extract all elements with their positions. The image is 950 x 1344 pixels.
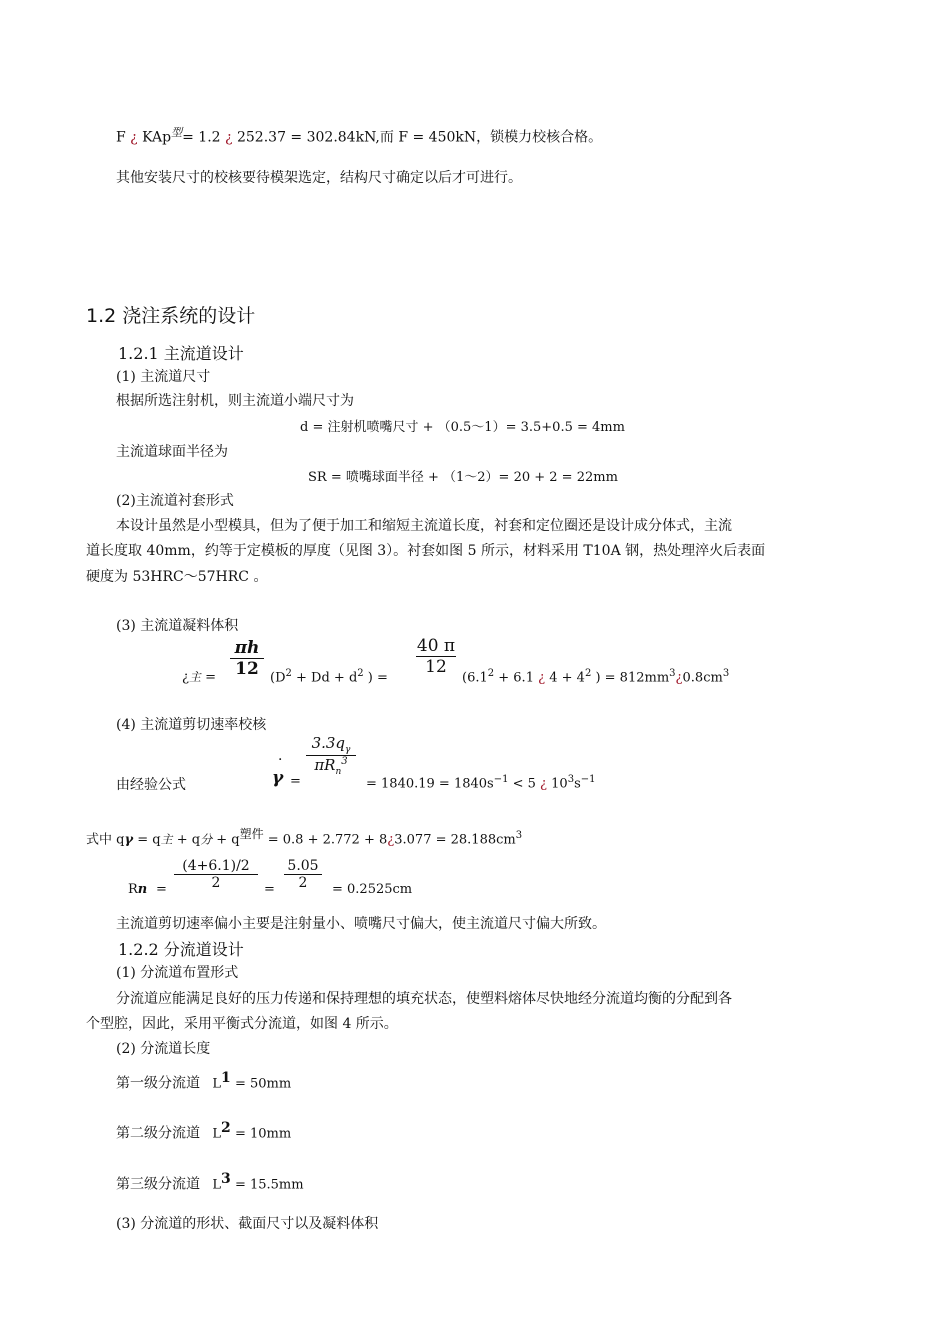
superscript: 3 (722, 668, 730, 679)
L-symbol: L (212, 1126, 222, 1142)
L-symbol: L (212, 1076, 222, 1092)
gamma-symbol: γ (272, 768, 284, 788)
text: 10 (551, 776, 568, 792)
branch-level-3 (116, 1171, 304, 1193)
garbled-glyph: ¿ (225, 129, 233, 146)
sub-sujian: 塑件 (239, 827, 264, 841)
fraction-shear (306, 734, 356, 777)
branch-level-1 (116, 1070, 291, 1092)
subscript-xing: 型 (171, 126, 183, 139)
fraction-rn-2 (284, 858, 322, 891)
text: 0.8cm (682, 670, 723, 686)
garbled-glyph: ¿ (538, 670, 546, 686)
paragraph-bushing-line1: 本设计虽然是小型模具，但为了便于加工和缩短主流道长度，衬套和定位圈还是设计成分体式，主流 (116, 518, 732, 534)
value: = 10mm (234, 1126, 292, 1142)
text: ) = (367, 670, 388, 686)
text: + q (176, 832, 201, 848)
superscript: 3 (567, 774, 575, 785)
text: + q (216, 832, 240, 848)
paragraph-branch-line1: 分流道应能满足良好的压力传递和保持理想的填充状态，使塑料熔体尽快地经分流道均衡的分配到各 (116, 991, 732, 1007)
superscript: −1 (493, 774, 509, 785)
empirical-formula-label: 由经验公式 (116, 777, 186, 793)
paragraph-bushing-line2: 道长度取 40mm，约等于定模板的厚度（见图 3）。衬套如图 5 所示，材料采用 T10A 钢，热处理淬火后表面 (86, 543, 766, 559)
where-line (86, 825, 522, 847)
item-runner-volume: (3) 主流道凝料体积 (116, 618, 239, 634)
text: + Dd + d (296, 670, 358, 686)
text: s (574, 776, 581, 792)
equals: = (290, 774, 301, 789)
level-index: 1 (221, 1070, 231, 1086)
garbled-glyph: ¿ (540, 776, 548, 792)
fraction-denominator: 12 (416, 656, 456, 677)
denominator: πR (314, 756, 336, 774)
superscript: 2 (584, 668, 592, 679)
fraction-numerator: 40 π (416, 636, 456, 656)
equation-sr: SR = 喷嘴球面半径 + （1～2）= 20 + 2 = 22mm (308, 470, 618, 485)
denominator-sub: n (335, 767, 342, 777)
text: = q (137, 832, 161, 848)
text: 4 + 4 (549, 670, 585, 686)
R-symbol: R (128, 882, 138, 897)
value: = 15.5mm (234, 1177, 304, 1193)
superscript: −1 (580, 774, 596, 785)
superscript: 3 (669, 668, 676, 679)
install-size-note: 其他安装尺寸的校核要待模架选定，结构尺寸确定以后才可进行。 (116, 170, 522, 186)
text: = 1840.19 = 1840s (366, 776, 494, 792)
numerator: (4+6.1)/2 (182, 858, 250, 874)
text: = 0.8 + 2.772 + 8 (267, 832, 388, 848)
item-branch-layout: (1) 分流道布置形式 (116, 965, 239, 981)
text-F: F (116, 129, 126, 146)
numerator: 3.3q (311, 734, 346, 752)
paragraph-sphere-radius: 主流道球面半径为 (116, 444, 228, 460)
result: = 0.2525cm (332, 882, 413, 897)
level-index: 2 (221, 1120, 231, 1136)
superscript: 2 (487, 668, 495, 679)
section-title: 1.2 浇注系统的设计 (86, 305, 256, 327)
label: 第一级分流道 (116, 1075, 200, 1092)
branch-level-2 (116, 1120, 291, 1142)
superscript: 2 (285, 668, 292, 679)
text: (D (270, 670, 286, 686)
item-bushing-form: (2)主流道衬套形式 (116, 493, 234, 509)
fraction-numerator: πh (234, 638, 260, 658)
subsection-title-branch-runner: 1.2.2 分流道设计 (118, 940, 244, 959)
garbled-glyph: ¿ (387, 832, 395, 848)
L-symbol: L (212, 1177, 222, 1193)
n-subscript: n (137, 882, 148, 897)
sub-fen: 分 (200, 832, 213, 847)
numerator-sub: γ (345, 745, 351, 755)
text-rest: 252.37 = 302.84kN,而 F = 450kN，锁模力校核合格。 (236, 129, 603, 146)
superscript: 3 (515, 830, 523, 841)
text: (6.1 (462, 670, 488, 686)
fraction-denominator: 12 (230, 658, 264, 679)
denominator: 2 (284, 874, 322, 891)
denominator: 2 (174, 874, 258, 891)
clamp-force-check-line (116, 124, 602, 147)
paragraph-small-end: 根据所选注射机，则主流道小端尺寸为 (116, 393, 354, 409)
q-symbol: ¿ (182, 670, 189, 685)
item-main-runner-size: (1) 主流道尺寸 (116, 369, 211, 385)
text: + 6.1 (498, 670, 534, 686)
equals: = (205, 670, 217, 685)
fraction-rn-1 (174, 858, 258, 891)
text-kap: KAp (142, 129, 172, 146)
item-branch-length: (2) 分流道长度 (116, 1041, 211, 1057)
text: 3.077 = 28.188cm (394, 832, 516, 848)
subsection-title-main-runner: 1.2.1 主流道设计 (118, 344, 244, 363)
label: 第二级分流道 (116, 1125, 200, 1142)
text-mid: = 1.2 (182, 129, 221, 146)
item-shear-rate-check: (4) 主流道剪切速率校核 (116, 717, 267, 733)
equals: = (156, 882, 167, 897)
denominator-sup: 3 (341, 756, 348, 767)
text: < 5 (512, 776, 536, 792)
equation-d: d = 注射机喷嘴尺寸 + （0.5～1）= 3.5+0.5 = 4mm (300, 420, 625, 435)
label: 第三级分流道 (116, 1176, 200, 1193)
equals: = (264, 882, 275, 897)
fraction-pi-h-12 (230, 638, 264, 679)
text: 式中 q (86, 832, 125, 848)
gamma-subscript: γ (124, 832, 134, 848)
q-subscript-zhu: 主 (188, 670, 201, 684)
paragraph-bushing-line3: 硬度为 53HRC～57HRC 。 (86, 569, 268, 585)
value: = 50mm (234, 1076, 292, 1092)
item-branch-section: (3) 分流道的形状、截面尺寸以及凝料体积 (116, 1216, 379, 1232)
shear-conclusion: 主流道剪切速率偏小主要是注射量小、喷嘴尺寸偏大，使主流道尺寸偏大所致。 (116, 916, 606, 932)
superscript: 2 (357, 668, 364, 679)
fraction-40pi-12 (416, 636, 456, 677)
numerator: 5.05 (287, 858, 319, 874)
garbled-glyph: ¿ (130, 129, 138, 146)
sub-zhu: 主 (160, 832, 173, 847)
paragraph-branch-line2: 个型腔，因此，采用平衡式分流道，如图 4 所示。 (86, 1016, 398, 1032)
dot-accent: · (278, 752, 283, 768)
text: ) = 812mm (595, 670, 670, 686)
garbled-glyph: ¿ (675, 670, 683, 686)
level-index: 3 (221, 1171, 231, 1187)
